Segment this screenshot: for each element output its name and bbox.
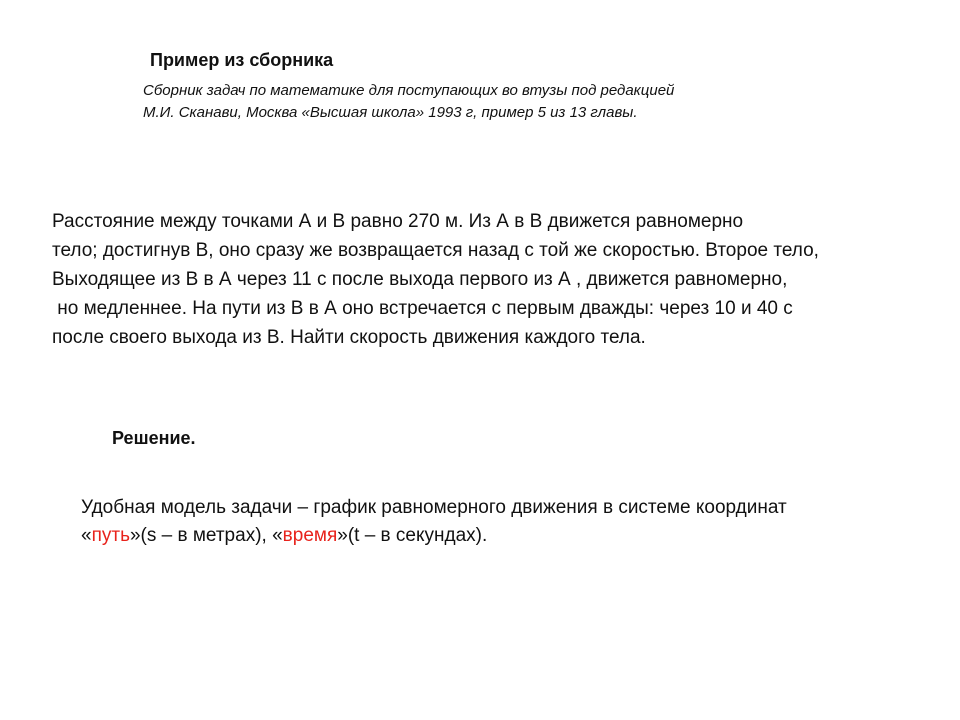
- model-line: [81, 522, 787, 550]
- term-path: путь: [91, 525, 130, 546]
- model-mid-text: »(s – в метрах), «: [129, 525, 283, 546]
- model-description: [81, 494, 787, 550]
- source-reference: [143, 80, 674, 124]
- problem-line: после своего выхода из В. Найти скорость движения каждого тела.: [52, 327, 646, 348]
- problem-line: тело; достигнув В, оно сразу же возвращается назад с той же скоростью. Второе тело,: [52, 240, 819, 261]
- problem-line: но медленнее. На пути из В в А оно встречается с первым дважды: через 10 и 40 с: [52, 298, 793, 319]
- model-end-text: »(t – в секундах).: [337, 525, 488, 546]
- solution-heading: Решение.: [112, 428, 196, 448]
- quote-open: «: [81, 525, 92, 546]
- problem-line: Расстояние между точками А и В равно 270 м. Из А в В движется равномерно: [52, 211, 744, 232]
- source-line: Сборник задач по математике для поступающих во втузы под редакцией: [143, 82, 675, 99]
- page-title: Пример из сборника: [150, 50, 334, 70]
- source-line: М.И. Сканави, Москва «Высшая школа» 1993 г, пример 5 из 13 главы.: [143, 104, 638, 121]
- problem-line: Выходящее из В в А через 11 с после выхода первого из А , движется равномерно,: [52, 269, 788, 290]
- term-time: время: [282, 525, 338, 546]
- problem-statement: [52, 207, 819, 352]
- model-line: Удобная модель задачи – график равномерного движения в системе координат: [81, 497, 787, 518]
